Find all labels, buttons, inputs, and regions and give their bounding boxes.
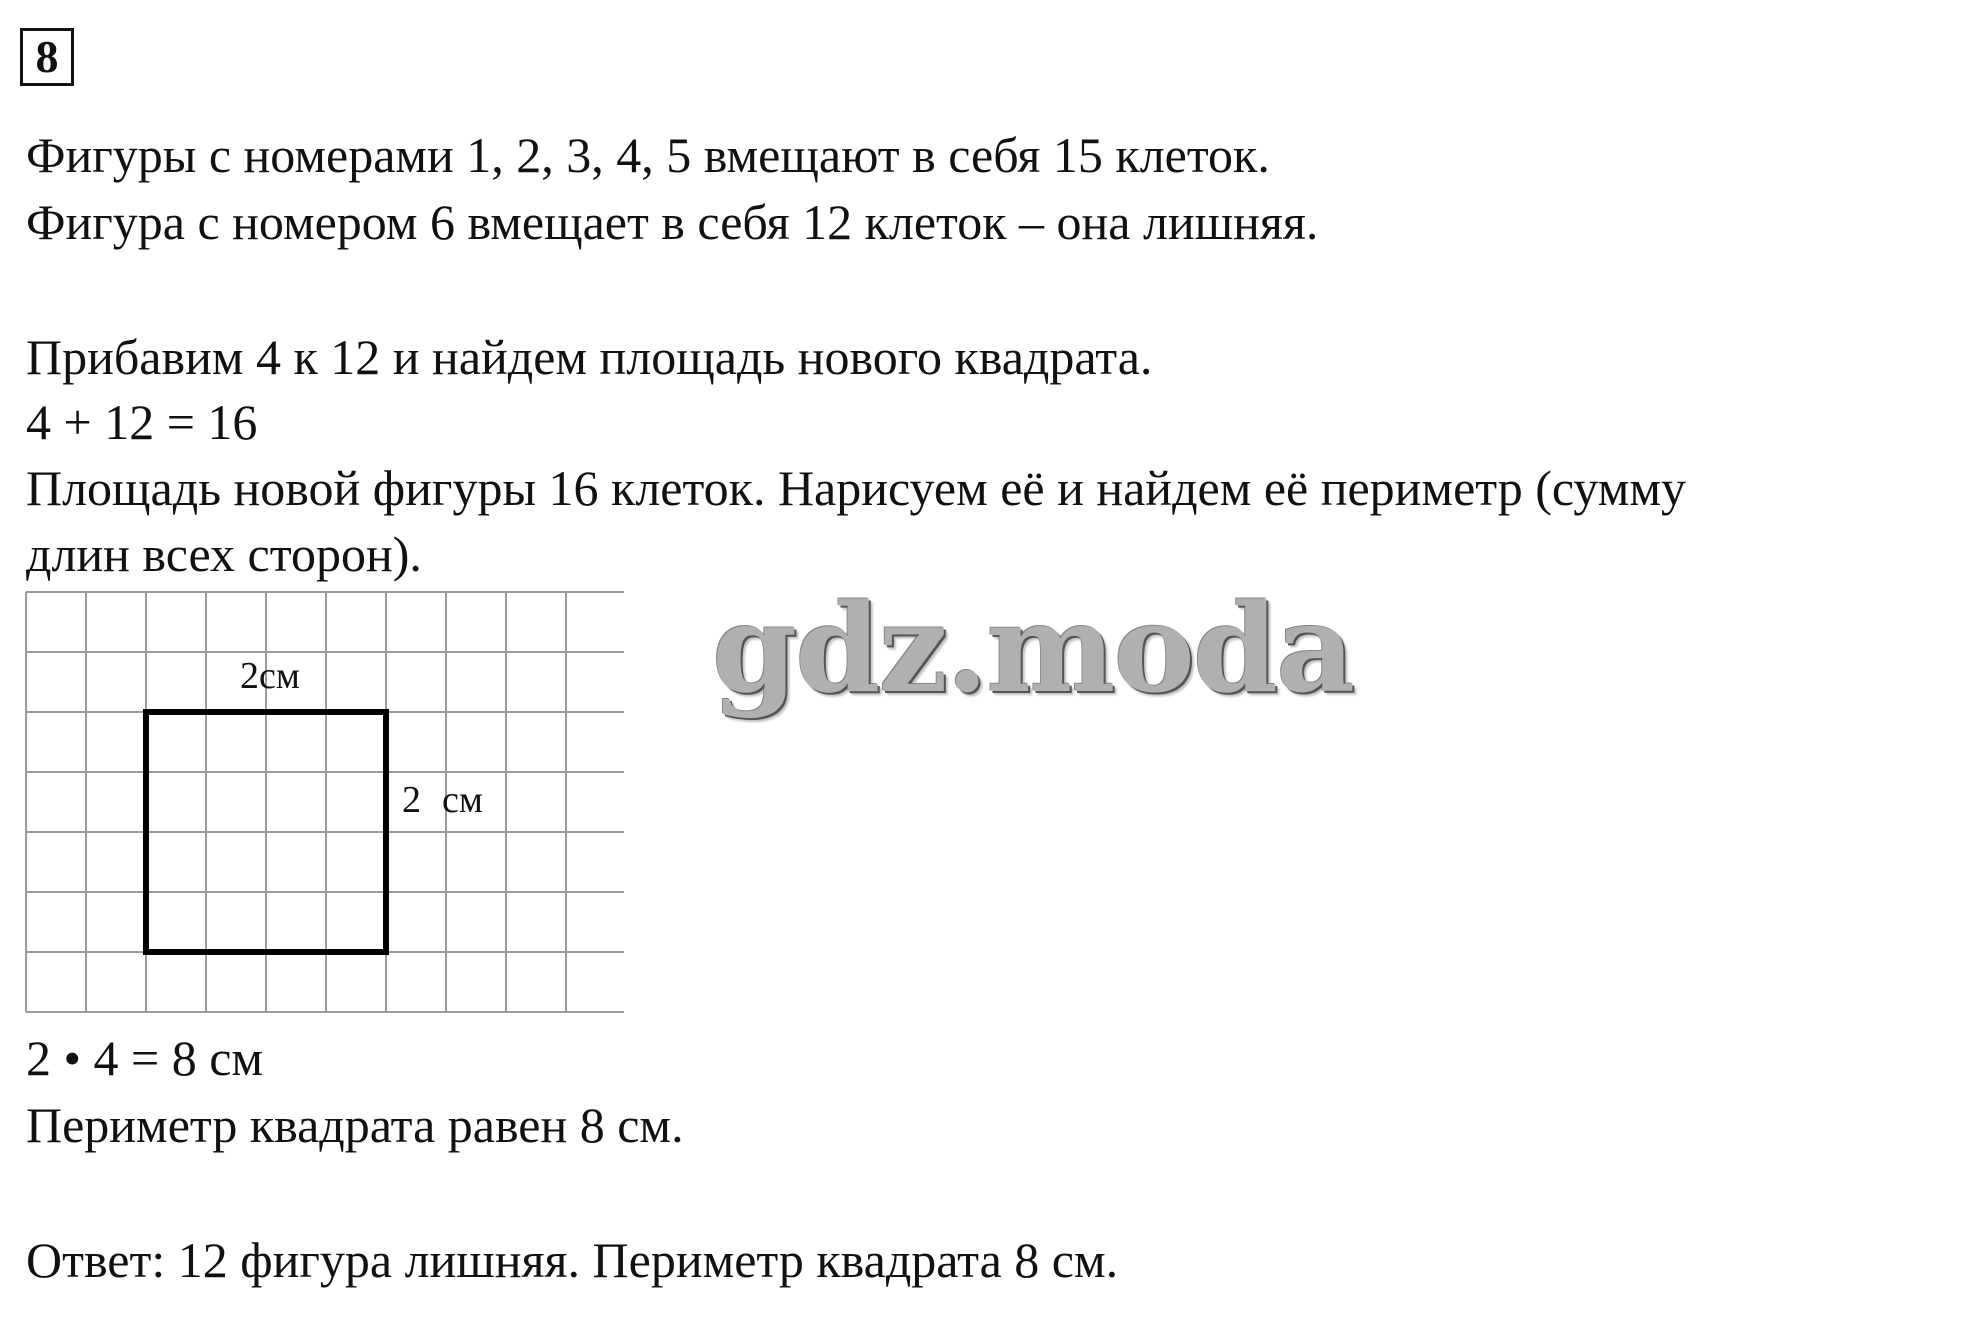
text-line-6: длин всех сторон).	[26, 526, 422, 582]
equation-perimeter: 2 • 4 = 8 см	[26, 1030, 264, 1086]
equation-sum: 4 + 12 = 16	[26, 394, 258, 450]
text-line-8: Периметр квадрата равен 8 см.	[26, 1097, 684, 1153]
answer-line: Ответ: 12 фигура лишняя. Периметр квадрата 8 см.	[26, 1232, 1119, 1288]
task-number: 8	[20, 28, 74, 86]
right-side-label-unit: см	[442, 779, 483, 821]
watermark-logo: gdz.moda	[712, 576, 1354, 720]
right-side-label-value: 2	[402, 779, 421, 821]
top-side-label: 2см	[240, 655, 300, 697]
grid-drawing	[24, 590, 624, 1022]
grid-figure	[24, 590, 624, 1027]
text-line-3: Прибавим 4 к 12 и найдем площадь нового квадрата.	[26, 329, 1153, 385]
text-line-5: Площадь новой фигуры 16 клеток. Нарисуем её и найдем её периметр (сумму	[26, 460, 1687, 516]
text-line-2: Фигура с номером 6 вмещает в себя 12 клеток – она лишняя.	[26, 194, 1319, 250]
text-line-1: Фигуры с номерами 1, 2, 3, 4, 5 вмещают в себя 15 клеток.	[26, 127, 1270, 183]
